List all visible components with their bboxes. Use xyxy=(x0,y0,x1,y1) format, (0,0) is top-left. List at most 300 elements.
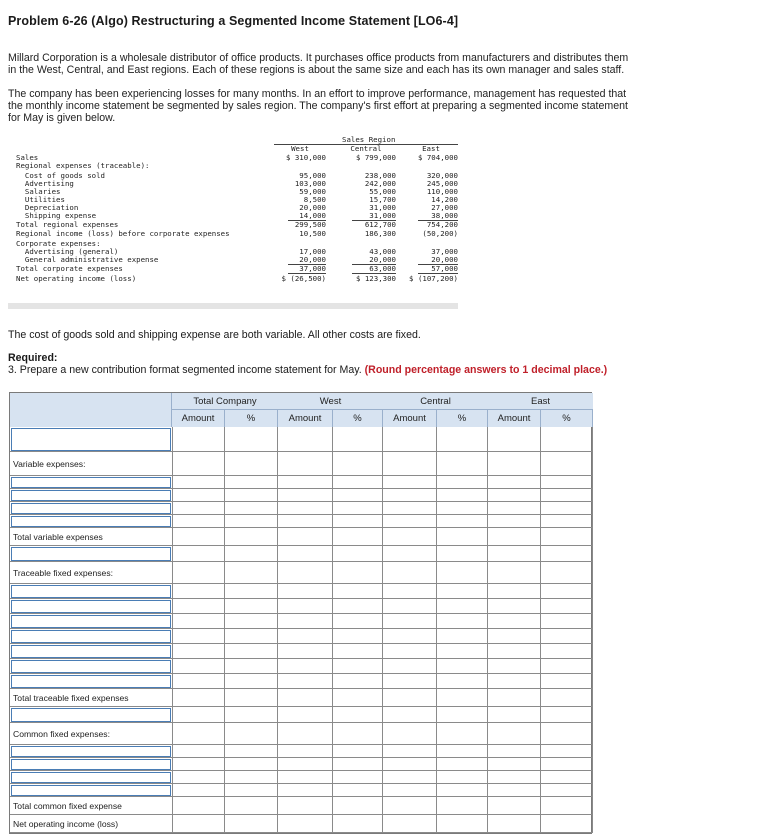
percent-cell[interactable] xyxy=(437,815,488,832)
grid-group-header: East xyxy=(488,393,593,410)
amount-cell[interactable] xyxy=(172,502,225,514)
amount-cell[interactable] xyxy=(488,476,541,488)
amount-cell[interactable] xyxy=(383,797,437,814)
grid-row-entry xyxy=(10,784,593,797)
percent-cell[interactable] xyxy=(541,797,593,814)
amount-cell[interactable] xyxy=(383,707,437,722)
percent-cell[interactable] xyxy=(225,528,278,545)
amount-cell[interactable] xyxy=(488,489,541,501)
percent-cell[interactable] xyxy=(437,659,488,673)
percent-cell[interactable] xyxy=(225,614,278,628)
percent-cell[interactable] xyxy=(541,515,593,527)
percent-cell[interactable] xyxy=(541,707,593,722)
amount-cell xyxy=(278,452,333,475)
row-label-input[interactable] xyxy=(11,645,171,658)
statement-row-label: Depreciation xyxy=(16,203,79,212)
answer-grid xyxy=(9,392,592,834)
percent-cell[interactable] xyxy=(225,644,278,658)
percent-cell[interactable] xyxy=(333,674,383,688)
percent-cell[interactable] xyxy=(437,629,488,643)
amount-cell[interactable] xyxy=(278,758,333,770)
percent-cell[interactable] xyxy=(333,584,383,598)
percent-cell[interactable] xyxy=(333,771,383,783)
percent-cell[interactable] xyxy=(541,476,593,488)
context-paragraph: The company has been experiencing losses for many months. In an effort to improve performance, management has requested that the monthly income statement be segmented by sales region. The company's first effort at preparing a segmented income statement for May is given below. xyxy=(8,88,628,124)
statement-row-label: Sales xyxy=(16,153,39,162)
percent-cell[interactable] xyxy=(541,689,593,706)
amount-cell xyxy=(172,562,225,583)
amount-cell[interactable] xyxy=(488,629,541,643)
amount-cell[interactable] xyxy=(383,614,437,628)
row-label-variable-expenses: Variable expenses: xyxy=(13,459,86,469)
row-label-input[interactable] xyxy=(11,490,171,501)
percent-cell[interactable] xyxy=(541,584,593,598)
amount-cell[interactable] xyxy=(488,614,541,628)
amount-cell xyxy=(488,452,541,475)
amount-cell[interactable] xyxy=(383,546,437,561)
col-east: East xyxy=(422,144,440,153)
percent-cell[interactable] xyxy=(333,784,383,796)
amount-cell[interactable] xyxy=(488,771,541,783)
amount-cell[interactable] xyxy=(172,758,225,770)
amount-cell[interactable] xyxy=(278,515,333,527)
amount-cell[interactable] xyxy=(488,784,541,796)
amount-cell[interactable] xyxy=(278,797,333,814)
statement-value: 14,000 xyxy=(299,211,326,220)
amount-cell[interactable] xyxy=(278,614,333,628)
percent-cell[interactable] xyxy=(437,771,488,783)
given-income-statement xyxy=(8,131,458,309)
percent-cell[interactable] xyxy=(333,629,383,643)
amount-cell[interactable] xyxy=(172,674,225,688)
statement-row-label: Corporate expenses: xyxy=(16,239,101,248)
percent-cell[interactable] xyxy=(225,584,278,598)
grid-row-entry xyxy=(10,599,593,614)
amount-cell[interactable] xyxy=(488,546,541,561)
percent-cell[interactable] xyxy=(333,528,383,545)
percent-column-header: % xyxy=(225,410,278,427)
percent-cell[interactable] xyxy=(225,427,278,451)
percent-cell[interactable] xyxy=(437,797,488,814)
percent-cell[interactable] xyxy=(541,599,593,613)
percent-cell[interactable] xyxy=(541,614,593,628)
amount-cell[interactable] xyxy=(172,528,225,545)
row-label-total-variable-expenses: Total variable expenses xyxy=(13,532,103,542)
percent-cell[interactable] xyxy=(437,584,488,598)
percent-cell[interactable] xyxy=(541,784,593,796)
amount-cell[interactable] xyxy=(278,584,333,598)
grid-row-entry xyxy=(10,427,593,452)
amount-cell[interactable] xyxy=(278,815,333,832)
percent-cell[interactable] xyxy=(333,476,383,488)
amount-cell[interactable] xyxy=(278,629,333,643)
amount-cell[interactable] xyxy=(488,689,541,706)
amount-cell[interactable] xyxy=(172,489,225,501)
amount-cell[interactable] xyxy=(172,815,225,832)
statement-row-label: Cost of goods sold xyxy=(16,171,105,180)
percent-cell xyxy=(541,723,593,744)
amount-cell[interactable] xyxy=(278,528,333,545)
statement-value: 37,000 xyxy=(431,247,458,256)
amount-cell[interactable] xyxy=(383,528,437,545)
percent-cell[interactable] xyxy=(437,784,488,796)
statement-value: 20,000 xyxy=(431,255,458,264)
percent-cell xyxy=(225,723,278,744)
col-central: Central xyxy=(350,144,382,153)
statement-row-label: Advertising xyxy=(16,179,74,188)
amount-cell[interactable] xyxy=(383,584,437,598)
intro-paragraph: Millard Corporation is a wholesale distributor of office products. It purchases office products from manufacturers and distributes them in the West, Central, and East regions. Each of these regions is about the same size and each has its own manager and sales staff. xyxy=(8,52,629,76)
amount-cell[interactable] xyxy=(172,584,225,598)
percent-cell[interactable] xyxy=(225,815,278,832)
percent-cell[interactable] xyxy=(541,489,593,501)
amount-cell[interactable] xyxy=(383,599,437,613)
statement-value: $ (26,500) xyxy=(281,274,326,283)
statement-value: 63,000 xyxy=(369,264,396,273)
percent-cell[interactable] xyxy=(541,546,593,561)
statement-value: 95,000 xyxy=(299,171,326,180)
row-label-traceable-fixed-expenses: Traceable fixed expenses: xyxy=(13,568,113,578)
percent-cell[interactable] xyxy=(333,707,383,722)
percent-cell[interactable] xyxy=(333,427,383,451)
row-label-input[interactable] xyxy=(11,615,171,628)
row-label-input[interactable] xyxy=(11,503,171,514)
amount-cell[interactable] xyxy=(278,784,333,796)
amount-cell[interactable] xyxy=(488,644,541,658)
required-label: Required: xyxy=(8,352,58,364)
percent-cell[interactable] xyxy=(541,528,593,545)
amount-cell[interactable] xyxy=(488,745,541,757)
amount-cell[interactable] xyxy=(383,689,437,706)
statement-value: 238,000 xyxy=(364,171,396,180)
grid-row-entry xyxy=(10,629,593,644)
amount-cell[interactable] xyxy=(172,797,225,814)
percent-cell[interactable] xyxy=(225,502,278,514)
statement-value: 38,000 xyxy=(431,211,458,220)
grid-row-entry xyxy=(10,758,593,771)
percent-cell xyxy=(541,562,593,583)
percent-cell[interactable] xyxy=(437,476,488,488)
amount-cell xyxy=(488,723,541,744)
grid-row-net-operating-income xyxy=(10,815,593,833)
statement-value: $ (107,200) xyxy=(409,274,458,283)
statement-value: 20,000 xyxy=(299,255,326,264)
statement-value: 754,200 xyxy=(426,220,458,229)
amount-cell[interactable] xyxy=(488,707,541,722)
amount-cell[interactable] xyxy=(278,659,333,673)
percent-cell[interactable] xyxy=(225,659,278,673)
amount-cell[interactable] xyxy=(488,758,541,770)
amount-cell[interactable] xyxy=(278,599,333,613)
percent-cell xyxy=(225,452,278,475)
percent-cell[interactable] xyxy=(541,758,593,770)
amount-cell[interactable] xyxy=(383,502,437,514)
percent-cell[interactable] xyxy=(225,489,278,501)
row-label-input[interactable] xyxy=(11,516,171,527)
amount-cell[interactable] xyxy=(488,528,541,545)
amount-cell[interactable] xyxy=(278,745,333,757)
requirement-3-text: 3. Prepare a new contribution format segmented income statement for May. xyxy=(8,364,362,376)
percent-cell xyxy=(333,452,383,475)
grid-row-entry xyxy=(10,771,593,784)
grid-row-entry xyxy=(10,614,593,629)
amount-cell[interactable] xyxy=(172,476,225,488)
statement-value: 299,500 xyxy=(294,220,326,229)
amount-cell xyxy=(278,723,333,744)
amount-column-header: Amount xyxy=(488,410,541,427)
amount-cell[interactable] xyxy=(172,659,225,673)
statement-value: (50,200) xyxy=(422,229,458,238)
percent-cell[interactable] xyxy=(225,745,278,757)
amount-cell[interactable] xyxy=(488,515,541,527)
statement-value: 43,000 xyxy=(369,247,396,256)
row-label-input[interactable] xyxy=(11,428,171,451)
amount-cell[interactable] xyxy=(383,427,437,451)
grid-row-entry xyxy=(10,476,593,489)
row-label-input[interactable] xyxy=(11,630,171,643)
grid-row-entry xyxy=(10,659,593,674)
amount-cell[interactable] xyxy=(278,674,333,688)
amount-cell[interactable] xyxy=(383,489,437,501)
row-label-common-fixed-expenses: Common fixed expenses: xyxy=(13,729,110,739)
statement-value: 110,000 xyxy=(426,187,458,196)
amount-cell[interactable] xyxy=(278,489,333,501)
percent-cell[interactable] xyxy=(437,515,488,527)
amount-cell[interactable] xyxy=(278,546,333,561)
percent-cell[interactable] xyxy=(541,659,593,673)
row-label-input[interactable] xyxy=(11,547,171,561)
amount-cell xyxy=(488,562,541,583)
amount-cell[interactable] xyxy=(383,476,437,488)
percent-cell[interactable] xyxy=(225,758,278,770)
statement-row-label: Net operating income (loss) xyxy=(16,274,137,283)
statement-row-label: Total regional expenses xyxy=(16,220,119,229)
amount-cell[interactable] xyxy=(278,689,333,706)
percent-cell[interactable] xyxy=(437,489,488,501)
percent-cell[interactable] xyxy=(541,502,593,514)
statement-row-label: Shipping expense xyxy=(16,211,97,220)
percent-cell[interactable] xyxy=(225,797,278,814)
statement-value: 20,000 xyxy=(299,203,326,212)
percent-column-header: % xyxy=(541,410,593,427)
amount-cell[interactable] xyxy=(488,659,541,673)
percent-cell[interactable] xyxy=(225,629,278,643)
percent-cell[interactable] xyxy=(333,599,383,613)
percent-cell[interactable] xyxy=(225,674,278,688)
percent-cell[interactable] xyxy=(437,674,488,688)
amount-cell[interactable] xyxy=(488,584,541,598)
amount-cell[interactable] xyxy=(172,515,225,527)
amount-cell[interactable] xyxy=(488,815,541,832)
amount-cell[interactable] xyxy=(172,707,225,722)
row-label-total-common-fixed-expense: Total common fixed expense xyxy=(13,801,122,811)
percent-cell[interactable] xyxy=(225,689,278,706)
amount-cell[interactable] xyxy=(278,476,333,488)
percent-cell[interactable] xyxy=(333,689,383,706)
amount-cell xyxy=(383,452,437,475)
grid-group-header: Total Company xyxy=(172,393,278,410)
amount-cell[interactable] xyxy=(488,599,541,613)
grid-row-total-traceable-fixed-expenses xyxy=(10,689,593,707)
amount-cell[interactable] xyxy=(172,784,225,796)
amount-cell[interactable] xyxy=(383,745,437,757)
grid-row-total-common-fixed-expense xyxy=(10,797,593,815)
amount-cell xyxy=(172,452,225,475)
amount-cell[interactable] xyxy=(383,674,437,688)
row-label-input[interactable] xyxy=(11,785,171,796)
percent-cell[interactable] xyxy=(437,528,488,545)
row-label-input[interactable] xyxy=(11,585,171,598)
percent-cell[interactable] xyxy=(333,644,383,658)
grid-row-entry xyxy=(10,546,593,562)
statement-value: 20,000 xyxy=(369,255,396,264)
statement-row-label: Utilities xyxy=(16,195,65,204)
percent-cell[interactable] xyxy=(333,815,383,832)
grid-row-entry xyxy=(10,644,593,659)
percent-cell[interactable] xyxy=(333,758,383,770)
cost-behavior-note: The cost of goods sold and shipping expense are both variable. All other costs are fixed. xyxy=(8,329,421,341)
amount-cell xyxy=(172,723,225,744)
percent-cell[interactable] xyxy=(541,427,593,451)
amount-cell[interactable] xyxy=(488,674,541,688)
amount-cell[interactable] xyxy=(172,745,225,757)
percent-cell[interactable] xyxy=(225,707,278,722)
statement-value: 186,300 xyxy=(364,229,396,238)
statement-value: $ 310,000 xyxy=(285,153,326,162)
amount-cell[interactable] xyxy=(383,771,437,783)
amount-cell xyxy=(383,562,437,583)
percent-cell[interactable] xyxy=(541,745,593,757)
amount-cell[interactable] xyxy=(172,427,225,451)
amount-cell[interactable] xyxy=(278,771,333,783)
amount-cell[interactable] xyxy=(172,599,225,613)
percent-cell[interactable] xyxy=(225,546,278,561)
percent-cell[interactable] xyxy=(225,599,278,613)
percent-cell[interactable] xyxy=(225,784,278,796)
percent-cell[interactable] xyxy=(333,659,383,673)
row-label-input[interactable] xyxy=(11,772,171,783)
amount-cell[interactable] xyxy=(488,502,541,514)
problem-title: Problem 6-26 (Algo) Restructuring a Segmented Income Statement [LO6-4] xyxy=(8,14,459,28)
amount-cell[interactable] xyxy=(383,815,437,832)
percent-cell[interactable] xyxy=(437,599,488,613)
requirement-3 xyxy=(8,364,607,376)
row-label-input[interactable] xyxy=(11,675,171,688)
amount-cell[interactable] xyxy=(172,771,225,783)
grid-header-corner xyxy=(10,393,172,427)
amount-cell xyxy=(383,723,437,744)
amount-cell[interactable] xyxy=(172,644,225,658)
statement-row-label: Salaries xyxy=(16,187,61,196)
percent-cell xyxy=(333,562,383,583)
percent-cell[interactable] xyxy=(541,644,593,658)
amount-cell[interactable] xyxy=(278,707,333,722)
percent-cell[interactable] xyxy=(437,758,488,770)
percent-cell[interactable] xyxy=(333,797,383,814)
statement-value: 31,000 xyxy=(369,203,396,212)
percent-cell[interactable] xyxy=(333,489,383,501)
amount-cell[interactable] xyxy=(488,427,541,451)
grid-row-entry xyxy=(10,515,593,528)
row-label-input[interactable] xyxy=(11,600,171,613)
percent-cell[interactable] xyxy=(437,707,488,722)
grid-row-entry xyxy=(10,584,593,599)
amount-cell[interactable] xyxy=(172,546,225,561)
percent-cell[interactable] xyxy=(437,614,488,628)
percent-cell[interactable] xyxy=(333,502,383,514)
percent-cell[interactable] xyxy=(333,546,383,561)
percent-cell[interactable] xyxy=(437,427,488,451)
statement-value: 10,500 xyxy=(299,229,326,238)
row-label-input[interactable] xyxy=(11,477,171,488)
row-label-input[interactable] xyxy=(11,660,171,673)
row-label-input[interactable] xyxy=(11,746,171,757)
statement-value: 320,000 xyxy=(426,171,458,180)
amount-cell[interactable] xyxy=(383,758,437,770)
percent-cell[interactable] xyxy=(541,629,593,643)
statement-value: 57,000 xyxy=(431,264,458,273)
amount-cell[interactable] xyxy=(172,614,225,628)
percent-cell[interactable] xyxy=(437,644,488,658)
amount-column-header: Amount xyxy=(278,410,333,427)
percent-cell[interactable] xyxy=(225,515,278,527)
percent-column-header: % xyxy=(333,410,383,427)
percent-cell[interactable] xyxy=(225,771,278,783)
percent-cell xyxy=(225,562,278,583)
amount-cell[interactable] xyxy=(488,797,541,814)
statement-value: 15,700 xyxy=(369,195,396,204)
amount-cell[interactable] xyxy=(172,689,225,706)
statement-bottom-band xyxy=(8,303,458,309)
amount-cell[interactable] xyxy=(172,629,225,643)
percent-cell[interactable] xyxy=(437,502,488,514)
amount-cell[interactable] xyxy=(383,659,437,673)
grid-row-variable-expenses xyxy=(10,452,593,476)
percent-cell[interactable] xyxy=(333,614,383,628)
percent-cell[interactable] xyxy=(437,745,488,757)
statement-value: $ 704,000 xyxy=(417,153,458,162)
amount-cell[interactable] xyxy=(383,784,437,796)
row-label-input[interactable] xyxy=(11,708,171,722)
statement-value: 17,000 xyxy=(299,247,326,256)
percent-cell[interactable] xyxy=(333,745,383,757)
percent-cell xyxy=(437,452,488,475)
amount-cell[interactable] xyxy=(278,502,333,514)
statement-value: 8,500 xyxy=(303,195,326,204)
percent-cell[interactable] xyxy=(437,546,488,561)
percent-cell[interactable] xyxy=(541,815,593,832)
percent-cell[interactable] xyxy=(225,476,278,488)
percent-cell xyxy=(541,452,593,475)
grid-row-entry xyxy=(10,707,593,723)
percent-cell[interactable] xyxy=(541,771,593,783)
amount-cell[interactable] xyxy=(383,629,437,643)
statement-row-label: Regional income (loss) before corporate expenses xyxy=(16,229,230,238)
amount-column-header: Amount xyxy=(172,410,225,427)
amount-cell[interactable] xyxy=(278,427,333,451)
amount-cell[interactable] xyxy=(383,515,437,527)
statement-value: 31,000 xyxy=(369,211,396,220)
percent-cell[interactable] xyxy=(333,515,383,527)
amount-cell[interactable] xyxy=(383,644,437,658)
row-label-input[interactable] xyxy=(11,759,171,770)
percent-cell[interactable] xyxy=(541,674,593,688)
statement-value: $ 123,300 xyxy=(355,274,396,283)
amount-cell xyxy=(278,562,333,583)
percent-cell[interactable] xyxy=(437,689,488,706)
amount-cell[interactable] xyxy=(278,644,333,658)
row-label-net-operating-income: Net operating income (loss) xyxy=(13,819,119,829)
